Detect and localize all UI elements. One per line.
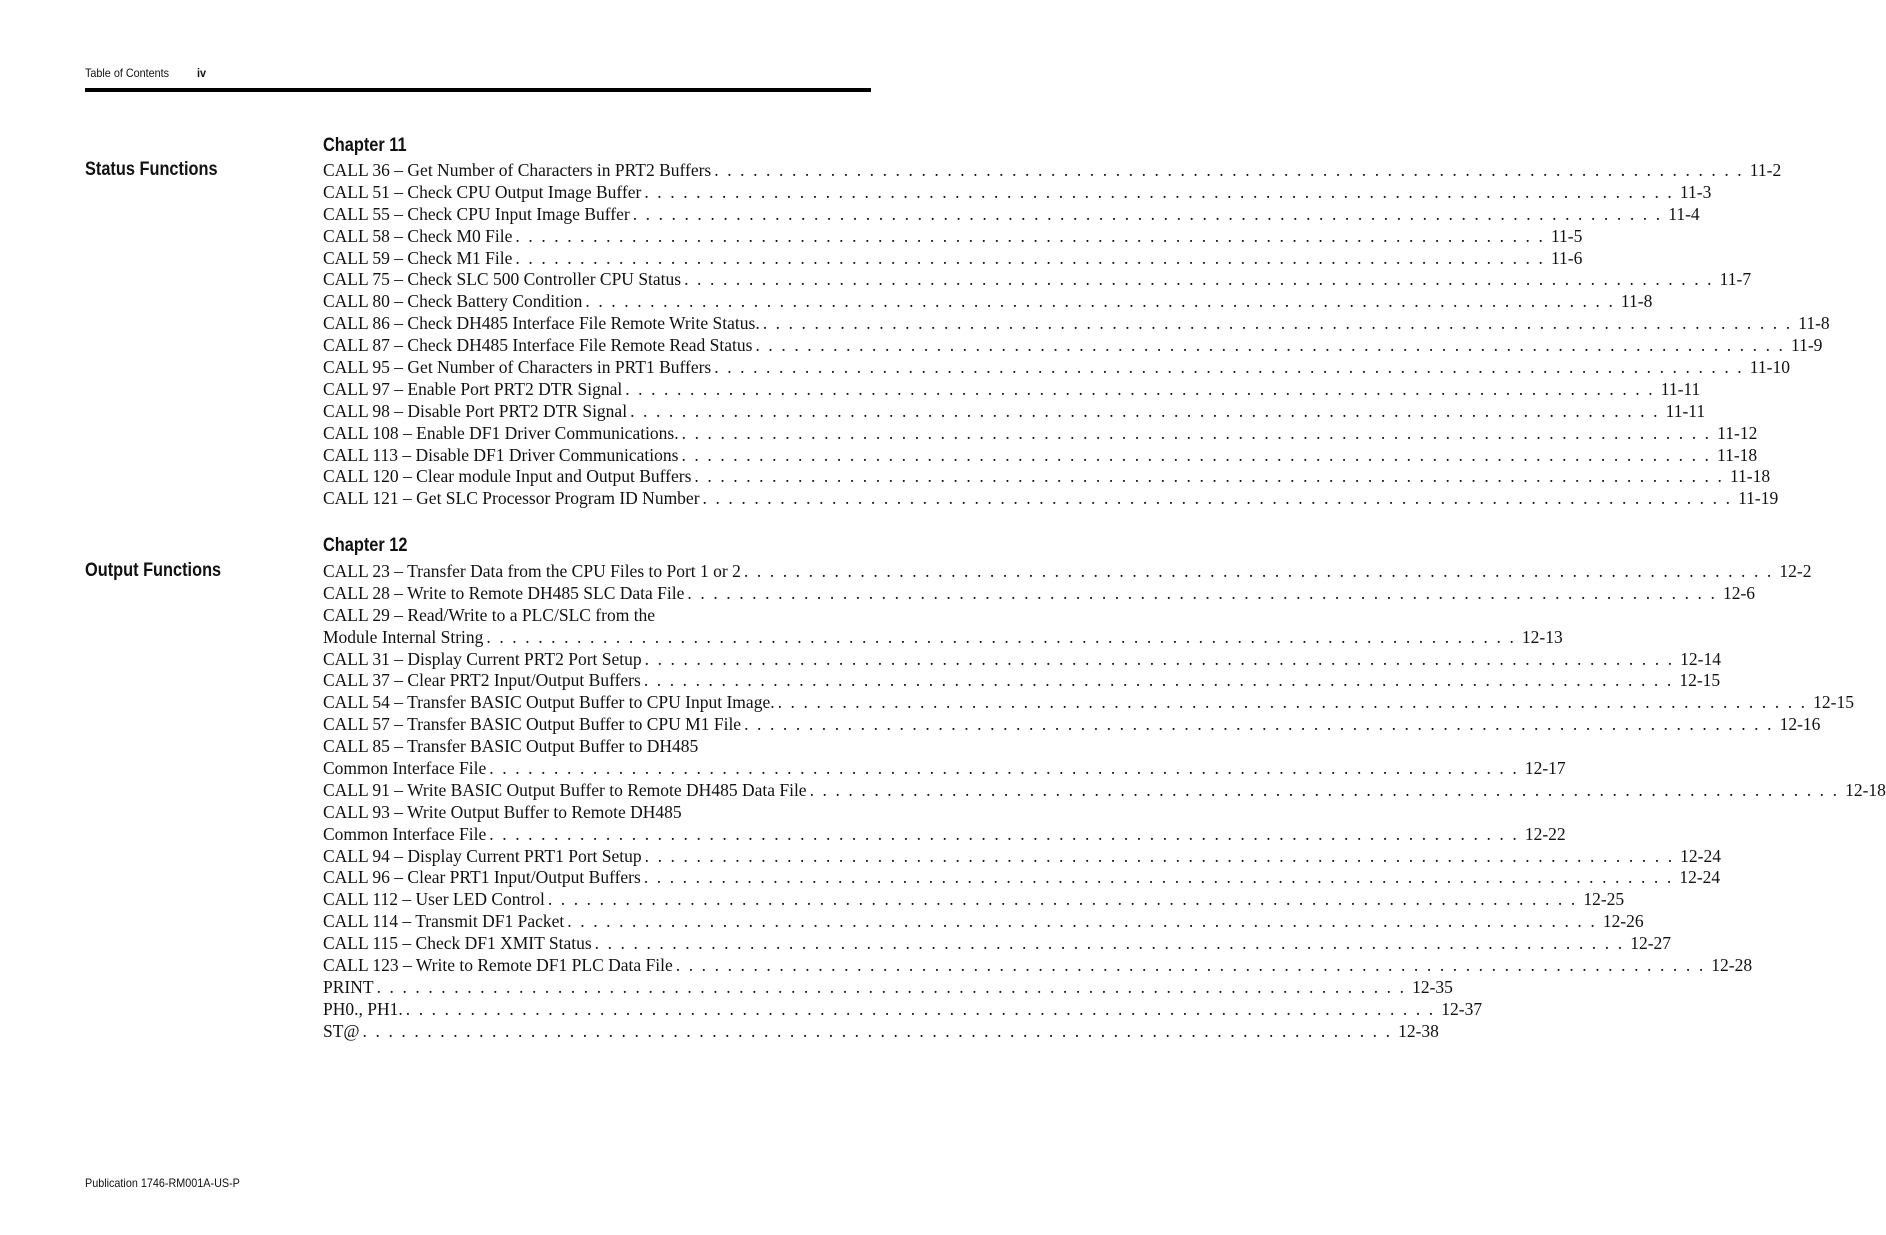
chapter-11-toc-list — [323, 160, 1830, 510]
toc-entry-title: CALL 86 – Check DH485 Interface File Remote Write Status. — [323, 313, 760, 334]
dot-leader: . . . . . . . . . . . . . . . . . . . . . . . . . . . . . . . . . . . . . . . . . . . . . . . . . . . . . . . . . . . . . . . . . . . . . . . . . . . . . . . . — [777, 692, 1808, 713]
toc-entry-title: CALL 28 – Write to Remote DH485 SLC Data File — [323, 582, 685, 603]
toc-entry-title: CALL 36 – Get Number of Characters in PRT2 Buffers — [323, 160, 712, 180]
dot-leader: . . . . . . . . . . . . . . . . . . . . . . . . . . . . . . . . . . . . . . . . . . . . . . . . . . . . . . . . . . . . . . . . . . . . . . . . . . . . . . . . — [643, 867, 1674, 888]
toc-entry-title: CALL 94 – Display Current PRT1 Port Setup — [323, 845, 642, 866]
toc-entry[interactable] — [323, 736, 862, 758]
toc-entry-page-number: 12-15 — [1679, 670, 1721, 691]
chapter-12-toc-list — [323, 561, 1886, 1043]
toc-entry[interactable] — [323, 444, 1758, 467]
dot-leader: . . . . . . . . . . . . . . . . . . . . . . . . . . . . . . . . . . . . . . . . . . . . . . . . . . . . . . . . . . . . . . . . . . . . . . . . . . . . . . . . — [644, 648, 1675, 669]
toc-entry[interactable] — [323, 335, 1823, 357]
toc-entry-title: CALL 95 – Get Number of Characters in PRT1 Buffers — [323, 357, 712, 378]
chapter-11-heading: Chapter 11 — [323, 135, 407, 156]
dot-leader: . . . . . . . . . . . . . . . . . . . . . . . . . . . . . . . . . . . . . . . . . . . . . . . . . . . . . . . . . . . . . . . . . . . . . . . . . . . . . . . . — [630, 400, 1660, 421]
dot-leader: . . . . . . . . . . . . . . . . . . . . . . . . . . . . . . . . . . . . . . . . . . . . . . . . . . . . . . . . . . . . . . . . . . . . . . . . . . . . . . . . — [632, 203, 1663, 224]
dot-leader: . . . . . . . . . . . . . . . . . . . . . . . . . . . . . . . . . . . . . . . . . . . . . . . . . . . . . . . . . . . . . . . . . . . . . . . . . . . . . . . . — [486, 626, 1516, 647]
dot-leader: . . . . . . . . . . . . . . . . . . . . . . . . . . . . . . . . . . . . . . . . . . . . . . . . . . . . . . . . . . . . . . . . . . . . . . . . . . . . . . . . — [515, 225, 1545, 246]
toc-entry-title: CALL 37 – Clear PRT2 Input/Output Buffers — [323, 670, 641, 691]
dot-leader: . . . . . . . . . . . . . . . . . . . . . . . . . . . . . . . . . . . . . . . . . . . . . . . . . . . . . . . . . . . . . . . . . . . . . . . . . . . . . . . . — [702, 488, 1733, 509]
toc-entry-page-number: 12-37 — [1441, 998, 1483, 1019]
toc-entry[interactable] — [323, 626, 1563, 649]
toc-entry-title: Module Internal String — [323, 626, 484, 647]
dot-leader: . . . . . . . . . . . . . . . . . . . . . . . . . . . . . . . . . . . . . . . . . . . . . . . . . . . . . . . . . . . . . . . . . . . . . . . . . . . . . . . . — [362, 1020, 1393, 1041]
dot-leader: . . . . . . . . . . . . . . . . . . . . . . . . . . . . . . . . . . . . . . . . . . . . . . . . . . . . . . . . . . . . . . . . . . . . . . . . . . . . . . . . — [547, 889, 1578, 910]
toc-entry-title: CALL 97 – Enable Port PRT2 DTR Signal — [323, 378, 623, 399]
toc-entry[interactable] — [323, 160, 1782, 182]
toc-entry[interactable] — [323, 269, 1752, 291]
running-header-title: Table of Contents — [85, 66, 170, 80]
header-rule — [85, 88, 871, 92]
toc-entry-page-number: 12-2 — [1779, 561, 1812, 581]
toc-entry-page-number: 11-8 — [1620, 291, 1653, 312]
dot-leader: . . . . . . . . . . . . . . . . . . . . . . . . . . . . . . . . . . . . . . . . . . . . . . . . . . . . . . . . . . . . . . . . . . . . . . . . . . . . . . . . — [594, 933, 1625, 954]
toc-entry-title: CALL 96 – Clear PRT1 Input/Output Buffers — [323, 867, 641, 888]
toc-entry-title: CALL 29 – Read/Write to a PLC/SLC from the — [323, 604, 656, 625]
toc-entry-page-number: 12-22 — [1524, 823, 1566, 844]
toc-entry-title: Common Interface File — [323, 823, 487, 844]
toc-entry-title: CALL 121 – Get SLC Processor Program ID Number — [323, 488, 700, 509]
toc-entry[interactable] — [323, 802, 862, 824]
toc-entry[interactable] — [323, 758, 1566, 780]
output-functions-label: Output Functions — [85, 560, 222, 581]
toc-entry[interactable] — [323, 466, 1771, 488]
toc-entry-page-number: 11-18 — [1729, 466, 1771, 487]
dot-leader: . . . . . . . . . . . . . . . . . . . . . . . . . . . . . . . . . . . . . . . . . . . . . . . . . . . . . . . . . . . . . . . . . . . . . . . . . . . . . . . . — [567, 911, 1597, 932]
toc-entry-page-number: 11-5 — [1550, 225, 1583, 246]
toc-entry-page-number: 12-16 — [1779, 714, 1821, 735]
toc-entry-title: CALL 93 – Write Output Buffer to Remote DH485 — [323, 801, 682, 822]
toc-entry-title: CALL 114 – Transmit DF1 Packet — [323, 911, 565, 932]
toc-entry[interactable] — [323, 313, 1830, 335]
toc-entry[interactable] — [323, 998, 1483, 1021]
toc-entry[interactable] — [323, 400, 1706, 423]
toc-entry[interactable] — [323, 976, 1453, 999]
toc-entry-title: CALL 120 – Clear module Input and Output Buffers — [323, 466, 692, 487]
toc-entry-page-number: 11-19 — [1738, 488, 1779, 509]
toc-entry[interactable] — [323, 582, 1756, 605]
dot-leader: . . . . . . . . . . . . . . . . . . . . . . . . . . . . . . . . . . . . . . . . . . . . . . . . . . . . . . . . . . . . . . . . . . . . . . . . . . . . . . . . — [643, 670, 1674, 691]
toc-entry[interactable] — [323, 422, 1758, 445]
toc-entry[interactable] — [323, 378, 1701, 401]
toc-entry-page-number: 12-38 — [1398, 1020, 1439, 1041]
dot-leader: . . . . . . . . . . . . . . . . . . . . . . . . . . . . . . . . . . . . . . . . . . . . . . . . . . . . . . . . . . . . . . . . . . . . . . . . . . . . . . . . — [644, 845, 1675, 866]
toc-entry-page-number: 11-9 — [1791, 335, 1823, 356]
toc-entry-title: CALL 55 – Check CPU Input Image Buffer — [323, 203, 630, 224]
toc-entry[interactable] — [323, 955, 1753, 977]
toc-entry-title: CALL 115 – Check DF1 XMIT Status — [323, 933, 592, 954]
toc-entry-page-number: 11-3 — [1679, 181, 1712, 202]
toc-entry-title: CALL 23 – Transfer Data from the CPU Files to Port 1 or 2 — [323, 561, 741, 581]
dot-leader: . . . . . . . . . . . . . . . . . . . . . . . . . . . . . . . . . . . . . . . . . . . . . . . . . . . . . . . . . . . . . . . . . . . . . . . . . . . . . . . . — [644, 181, 1674, 202]
dot-leader: . . . . . . . . . . . . . . . . . . . . . . . . . . . . . . . . . . . . . . . . . . . . . . . . . . . . . . . . . . . . . . . . . . . . . . . . . . . . . . . . — [694, 466, 1724, 487]
toc-entry-title: CALL 75 – Check SLC 500 Controller CPU Status — [323, 269, 682, 290]
dot-leader: . . . . . . . . . . . . . . . . . . . . . . . . . . . . . . . . . . . . . . . . . . . . . . . . . . . . . . . . . . . . . . . . . . . . . . . . . . . . . . . . — [585, 291, 1615, 312]
dot-leader: . . . . . . . . . . . . . . . . . . . . . . . . . . . . . . . . . . . . . . . . . . . . . . . . . . . . . . . . . . . . . . . . . . . . . . . . . . . . . . . . — [755, 335, 1785, 356]
toc-entry-page-number: 11-8 — [1798, 313, 1830, 334]
toc-entry-title: CALL 123 – Write to Remote DF1 PLC Data File — [323, 955, 673, 976]
toc-entry-page-number: 12-28 — [1711, 955, 1753, 976]
toc-entry[interactable] — [323, 203, 1700, 226]
toc-entry-page-number: 11-4 — [1668, 203, 1700, 224]
toc-entry[interactable] — [323, 648, 1721, 671]
toc-entry-title: CALL 80 – Check Battery Condition — [323, 291, 583, 312]
toc-entry[interactable] — [323, 1020, 1439, 1043]
publication-footer: Publication 1746-RM001A-US-P — [85, 1176, 240, 1190]
dot-leader: . . . . . . . . . . . . . . . . . . . . . . . . . . . . . . . . . . . . . . . . . . . . . . . . . . . . . . . . . . . . . . . . . . . . . . . . . . . . . . . . — [515, 247, 1545, 268]
toc-entry-title: CALL 31 – Display Current PRT2 Port Setup — [323, 648, 642, 669]
toc-entry-page-number: 11-2 — [1749, 160, 1782, 180]
status-functions-label: Status Functions — [85, 159, 218, 180]
toc-entry-page-number: 12-18 — [1845, 779, 1886, 800]
toc-entry-page-number: 11-18 — [1717, 444, 1758, 465]
dot-leader: . . . . . . . . . . . . . . . . . . . . . . . . . . . . . . . . . . . . . . . . . . . . . . . . . . . . . . . . . . . . . . . . . . . . . . . . . . . . . . . . — [743, 561, 1774, 581]
toc-entry-page-number: 12-14 — [1680, 648, 1721, 669]
toc-entry-page-number: 12-17 — [1524, 758, 1566, 779]
dot-leader: . . . . . . . . . . . . . . . . . . . . . . . . . . . . . . . . . . . . . . . . . . . . . . . . . . . . . . . . . . . . . . . . . . . . . . . . . . . . . . . . — [405, 998, 1436, 1019]
toc-entry[interactable] — [323, 181, 1712, 204]
toc-entry[interactable] — [323, 291, 1653, 313]
toc-entry[interactable] — [323, 714, 1821, 736]
toc-entry[interactable] — [323, 845, 1721, 868]
toc-entry-title: Common Interface File — [323, 758, 487, 779]
toc-entry-title: CALL 51 – Check CPU Output Image Buffer — [323, 181, 642, 202]
dot-leader: . . . . . . . . . . . . . . . . . . . . . . . . . . . . . . . . . . . . . . . . . . . . . . . . . . . . . . . . . . . . . . . . . . . . . . . . . . . . . . . . — [744, 714, 1774, 735]
toc-entry-title: CALL 54 – Transfer BASIC Output Buffer to CPU Input Image. — [323, 692, 775, 713]
dot-leader: . . . . . . . . . . . . . . . . . . . . . . . . . . . . . . . . . . . . . . . . . . . . . . . . . . . . . . . . . . . . . . . . . . . . . . . . . . . . . . . . — [714, 357, 1744, 378]
toc-entry[interactable] — [323, 357, 1790, 379]
dot-leader: . . . . . . . . . . . . . . . . . . . . . . . . . . . . . . . . . . . . . . . . . . . . . . . . . . . . . . . . . . . . . . . . . . . . . . . . . . . . . . . . — [681, 422, 1712, 443]
toc-entry-title: CALL 113 – Disable DF1 Driver Communications — [323, 444, 679, 465]
toc-entry[interactable] — [323, 911, 1644, 933]
dot-leader: . . . . . . . . . . . . . . . . . . . . . . . . . . . . . . . . . . . . . . . . . . . . . . . . . . . . . . . . . . . . . . . . . . . . . . . . . . . . . . . . — [376, 976, 1407, 997]
toc-entry-title: PRINT — [323, 976, 374, 997]
toc-entry-page-number: 11-7 — [1719, 269, 1752, 290]
dot-leader: . . . . . . . . . . . . . . . . . . . . . . . . . . . . . . . . . . . . . . . . . . . . . . . . . . . . . . . . . . . . . . . . . . . . . . . . . . . . . . . . — [809, 779, 1840, 800]
toc-entry-title: ST@ — [323, 1020, 360, 1041]
toc-entry-page-number: 12-24 — [1680, 845, 1721, 866]
toc-entry-title: CALL 112 – User LED Control — [323, 889, 545, 910]
toc-entry[interactable] — [323, 823, 1566, 846]
chapter-12-heading: Chapter 12 — [323, 535, 408, 556]
dot-leader: . . . . . . . . . . . . . . . . . . . . . . . . . . . . . . . . . . . . . . . . . . . . . . . . . . . . . . . . . . . . . . . . . . . . . . . . . . . . . . . . — [687, 582, 1717, 603]
toc-entry-title: CALL 98 – Disable Port PRT2 DTR Signal — [323, 400, 628, 421]
toc-entry-page-number: 12-24 — [1679, 867, 1721, 888]
toc-entry-page-number: 12-26 — [1602, 911, 1644, 932]
toc-entry-title: CALL 87 – Check DH485 Interface File Remote Read Status — [323, 335, 753, 356]
toc-entry[interactable] — [323, 605, 862, 627]
toc-entry-page-number: 12-25 — [1583, 889, 1625, 910]
toc-entry-page-number: 11-11 — [1665, 400, 1706, 421]
toc-entry[interactable] — [323, 692, 1854, 714]
toc-entry[interactable] — [323, 561, 1812, 583]
toc-entry-page-number: 12-6 — [1722, 582, 1756, 603]
toc-entry[interactable] — [323, 867, 1721, 889]
toc-entry-page-number: 12-15 — [1813, 692, 1854, 713]
toc-entry[interactable] — [323, 933, 1672, 955]
running-header-page-number: iv — [197, 66, 207, 80]
dot-leader: . . . . . . . . . . . . . . . . . . . . . . . . . . . . . . . . . . . . . . . . . . . . . . . . . . . . . . . . . . . . . . . . . . . . . . . . . . . . . . . . — [489, 758, 1519, 779]
toc-entry-title: CALL 108 – Enable DF1 Driver Communications. — [323, 422, 679, 443]
toc-entry[interactable] — [323, 247, 1583, 270]
toc-entry-title: CALL 59 – Check M1 File — [323, 247, 513, 268]
toc-entry-page-number: 11-11 — [1660, 378, 1701, 399]
toc-entry-page-number: 12-27 — [1630, 933, 1672, 954]
toc-entry-page-number: 12-35 — [1412, 976, 1453, 997]
dot-leader: . . . . . . . . . . . . . . . . . . . . . . . . . . . . . . . . . . . . . . . . . . . . . . . . . . . . . . . . . . . . . . . . . . . . . . . . . . . . . . . . — [675, 955, 1706, 976]
toc-entry[interactable] — [323, 225, 1583, 248]
dot-leader: . . . . . . . . . . . . . . . . . . . . . . . . . . . . . . . . . . . . . . . . . . . . . . . . . . . . . . . . . . . . . . . . . . . . . . . . . . . . . . . . — [625, 378, 1655, 399]
dot-leader: . . . . . . . . . . . . . . . . . . . . . . . . . . . . . . . . . . . . . . . . . . . . . . . . . . . . . . . . . . . . . . . . . . . . . . . . . . . . . . . . — [681, 444, 1711, 465]
toc-entry-page-number: 11-12 — [1717, 422, 1758, 443]
toc-entry[interactable] — [323, 488, 1779, 510]
toc-entry-title: CALL 85 – Transfer BASIC Output Buffer to DH485 — [323, 736, 699, 757]
toc-entry[interactable] — [323, 670, 1721, 692]
dot-leader: . . . . . . . . . . . . . . . . . . . . . . . . . . . . . . . . . . . . . . . . . . . . . . . . . . . . . . . . . . . . . . . . . . . . . . . . . . . . . . . . — [489, 823, 1519, 844]
toc-entry[interactable] — [323, 779, 1886, 802]
dot-leader: . . . . . . . . . . . . . . . . . . . . . . . . . . . . . . . . . . . . . . . . . . . . . . . . . . . . . . . . . . . . . . . . . . . . . . . . . . . . . . . . — [714, 160, 1744, 180]
toc-entry-page-number: 11-10 — [1749, 357, 1790, 378]
dot-leader: . . . . . . . . . . . . . . . . . . . . . . . . . . . . . . . . . . . . . . . . . . . . . . . . . . . . . . . . . . . . . . . . . . . . . . . . . . . . . . . . — [762, 313, 1793, 334]
toc-entry-page-number: 11-6 — [1550, 247, 1583, 268]
toc-entry[interactable] — [323, 889, 1625, 911]
dot-leader: . . . . . . . . . . . . . . . . . . . . . . . . . . . . . . . . . . . . . . . . . . . . . . . . . . . . . . . . . . . . . . . . . . . . . . . . . . . . . . . . — [684, 269, 1714, 290]
toc-entry-title: CALL 57 – Transfer BASIC Output Buffer to CPU M1 File — [323, 714, 742, 735]
toc-entry-page-number: 12-13 — [1521, 626, 1563, 647]
toc-entry-title: CALL 58 – Check M0 File — [323, 225, 513, 246]
toc-entry-title: CALL 91 – Write BASIC Output Buffer to Remote DH485 Data File — [323, 779, 807, 800]
toc-entry-title: PH0., PH1. — [323, 998, 403, 1019]
